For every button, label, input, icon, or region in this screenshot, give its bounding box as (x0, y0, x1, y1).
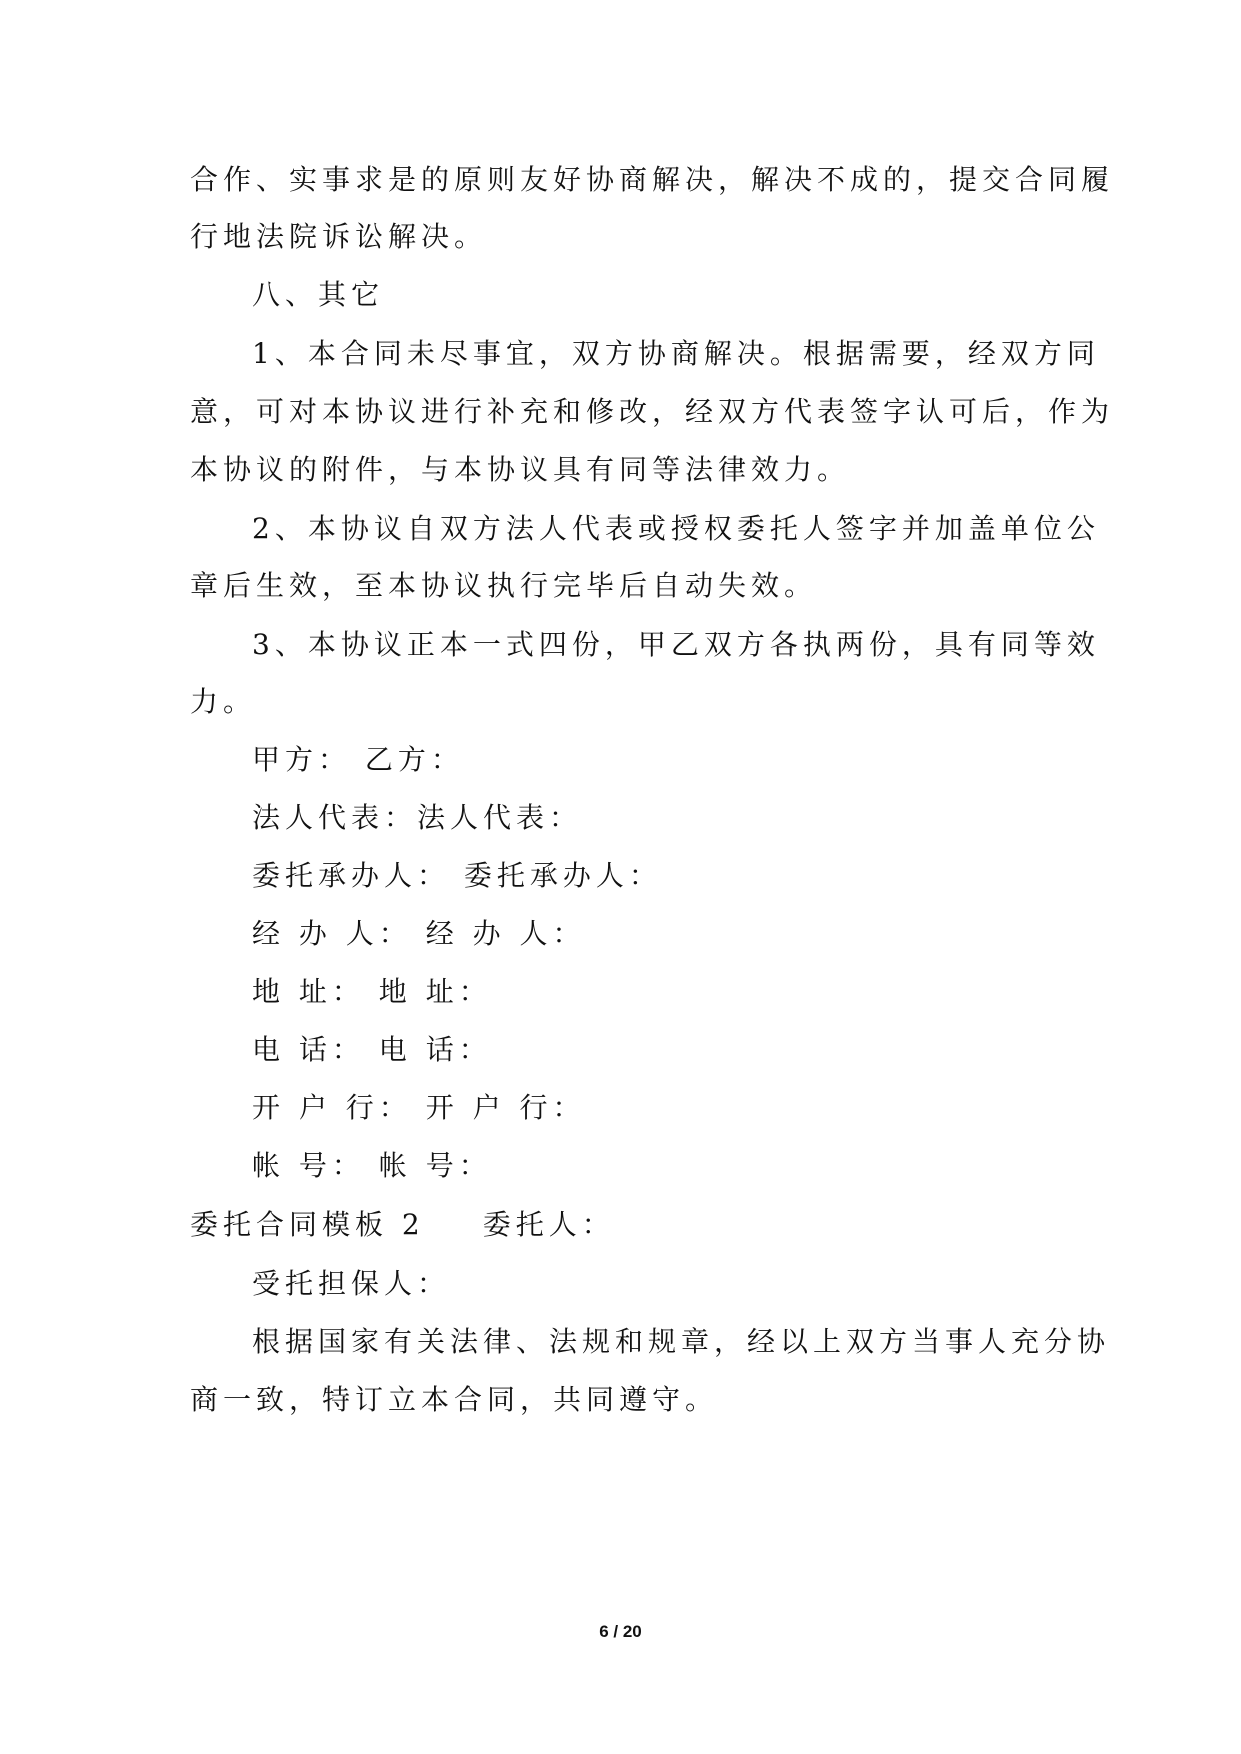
agreement-line: 根据国家有关法律、法规和规章，经以上双方当事人充分协 (252, 1325, 1111, 1358)
clause-3-line: 3、本协议正本一式四份，甲乙双方各执两份，具有同等效 (252, 628, 1100, 661)
guarantor-label-line: 受托担保人： (252, 1267, 451, 1300)
representative-label-line: 法人代表：法人代表： (252, 801, 583, 834)
clause-1-line: 意，可对本协议进行补充和修改，经双方代表签字认可后，作为 (190, 395, 1115, 428)
bank-label-line: 开 户 行： 开 户 行： (252, 1091, 586, 1124)
party-label-line: 甲方： 乙方： (252, 743, 464, 776)
account-label-line: 帐 号： 帐 号： (252, 1149, 492, 1182)
clause-1-line: 1、本合同未尽事宜，双方协商解决。根据需要，经双方同 (252, 337, 1100, 370)
client-label: 委托人： (482, 1208, 615, 1241)
clause-1-line: 本协议的附件，与本协议具有同等法律效力。 (190, 453, 851, 486)
clause-2-line: 2、本协议自双方法人代表或授权委托人签字并加盖单位公 (252, 512, 1100, 545)
handler-label-line: 经 办 人： 经 办 人： (252, 917, 586, 950)
phone-label-line: 电 话： 电 话： (252, 1033, 492, 1066)
clause-3-line: 力。 (190, 685, 257, 718)
paragraph-line: 行地法院诉讼解决。 (190, 220, 488, 253)
template-title: 委托合同模板 2 (190, 1208, 425, 1241)
agent-label-line: 委托承办人： 委托承办人： (252, 859, 662, 892)
template-title-row (190, 1205, 615, 1245)
address-label-line: 地 址： 地 址： (252, 975, 492, 1008)
agreement-line: 商一致，特订立本合同，共同遵守。 (190, 1383, 719, 1416)
page-number: 6 / 20 (599, 1622, 642, 1641)
section-heading: 八、其它 (252, 278, 385, 311)
paragraph-line: 合作、实事求是的原则友好协商解决，解决不成的，提交合同履 (190, 163, 1115, 196)
clause-2-line: 章后生效，至本协议执行完毕后自动失效。 (190, 569, 818, 602)
